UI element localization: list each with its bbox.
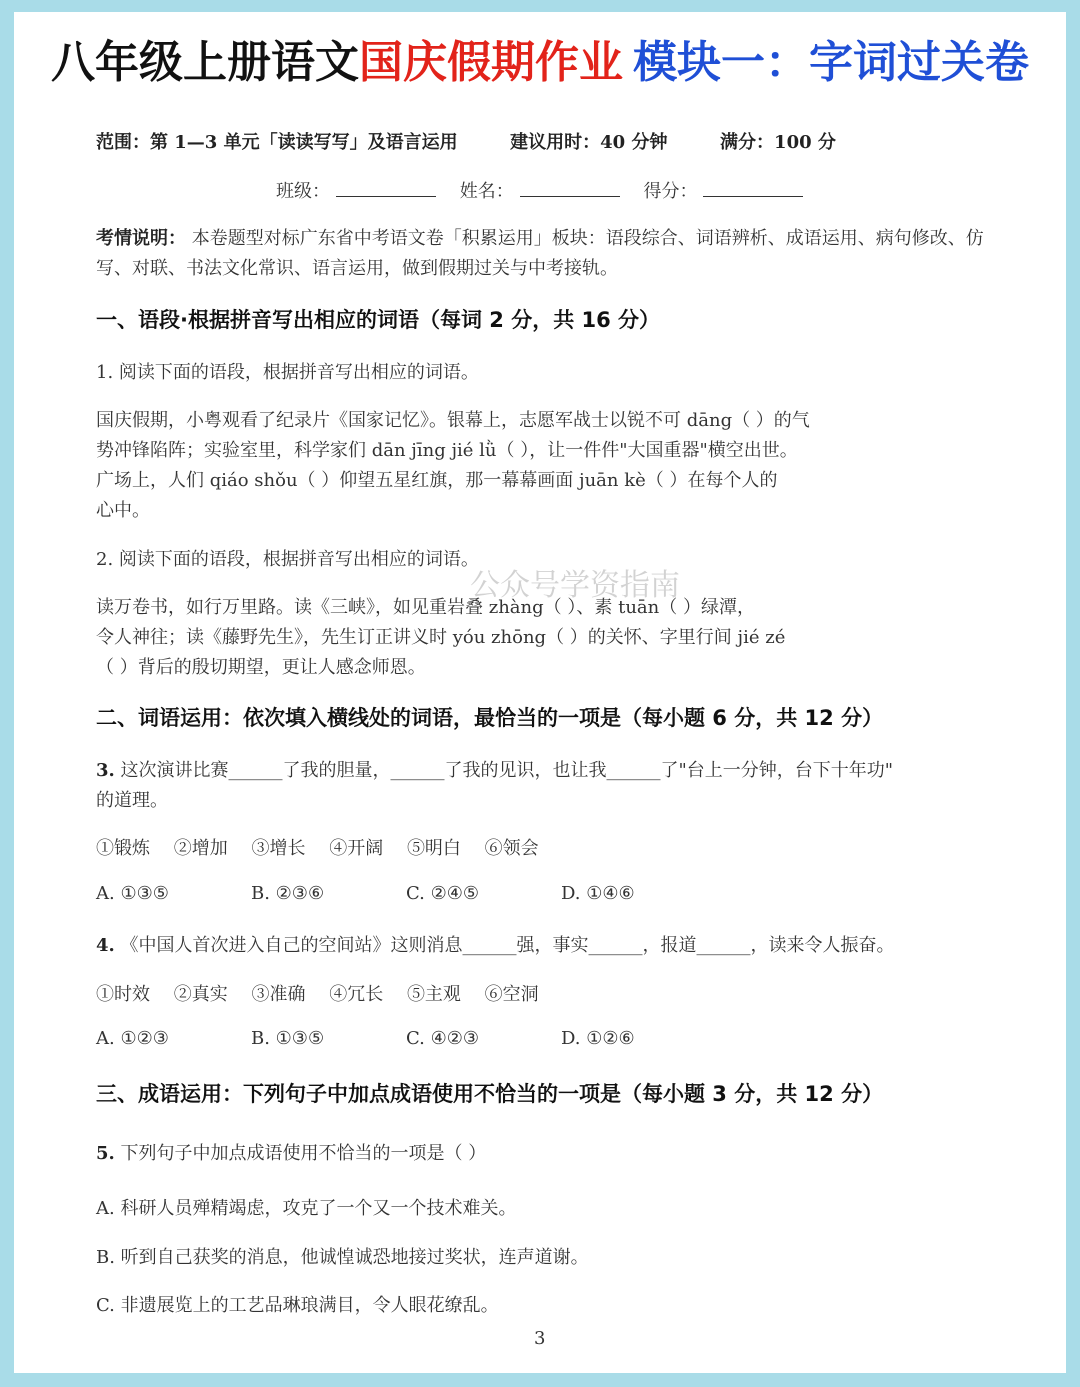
q1-line: 势冲锋陷阵；实验室里，科学家们 dān jīng jié lǜ（ ），让一件件"大国重器"横空出世。 — [96, 440, 798, 461]
q2-line: 令人神往；读《藤野先生》，先生订正讲义时 yóu zhōng（ ）的关怀、字里行间 jié zé — [96, 627, 786, 648]
q4-number: 4. — [96, 935, 115, 956]
q3-option-b[interactable]: B. ②③⑥ — [251, 883, 325, 904]
q4-word-list — [96, 980, 557, 1006]
q4-word: ①时效 — [96, 984, 150, 1005]
title-part-module: 模块一：字词过关卷 — [633, 37, 1029, 88]
q4-word: ⑥空洞 — [484, 984, 539, 1005]
name-label: 姓名： — [459, 181, 514, 202]
q5-number: 5. — [96, 1143, 115, 1164]
q5-option-b[interactable]: B. 听到自己获奖的消息，他诚惶诚恐地接过奖状，连声道谢。 — [96, 1247, 589, 1268]
q3-word: ⑤明白 — [406, 838, 461, 859]
q4-word: ③准确 — [251, 984, 306, 1005]
q3-options — [96, 883, 716, 904]
exam-time: 建议用时：40 分钟 — [510, 132, 668, 153]
q3-word: ⑥领会 — [484, 838, 539, 859]
q2-line: 读万卷书，如行万里路。读《三峡》，如见重岩叠 zhàng（ ）、素 tuān（ ）绿潭， — [96, 597, 755, 618]
q3-option-c[interactable]: C. ②④⑤ — [406, 883, 479, 904]
class-field[interactable] — [336, 178, 436, 197]
class-label: 班级： — [276, 181, 330, 202]
exam-meta — [96, 128, 836, 154]
q2-prompt: 2. 阅读下面的语段，根据拼音写出相应的词语。 — [96, 549, 479, 570]
q5-prompt — [96, 1139, 486, 1165]
q1-line: 广场上，人们 qiáo shǒu（ ）仰望五星红旗，那一幕幕画面 juān kè（ ）在每个人的 — [96, 470, 778, 491]
section2-heading: 二、词语运用：依次填入横线处的词语，最恰当的一项是（每小题 6 分，共 12 分） — [96, 706, 884, 730]
q3-text: 这次演讲比赛______了我的胆量，______了我的见识，也让我______了"台上一分钟，台下十年功" — [120, 760, 894, 781]
q3-option-a[interactable]: A. ①③⑤ — [96, 883, 169, 904]
note-text: 本卷题型对标广东省中考语文卷「积累运用」板块：语段综合、词语辨析、成语运用、病句修改、仿写、对联、书法文化常识、语言运用，做到假期过关与中考接轨。 — [96, 228, 984, 279]
q3-text-line1 — [96, 756, 893, 782]
exam-note — [96, 224, 986, 284]
q5-text: 下列句子中加点成语使用不恰当的一项是（ ） — [120, 1143, 487, 1164]
note-label: 考情说明： — [96, 228, 186, 249]
q4-text — [96, 931, 895, 957]
title-part-grade: 八年级上册语文 — [51, 37, 359, 88]
q4-option-b[interactable]: B. ①③⑤ — [251, 1028, 325, 1049]
exam-score: 满分：100 分 — [720, 132, 836, 153]
q1-prompt: 1. 阅读下面的语段，根据拼音写出相应的词语。 — [96, 362, 479, 383]
student-fields — [276, 177, 821, 203]
q3-word: ②增加 — [173, 838, 228, 859]
score-field[interactable] — [703, 178, 803, 197]
q2-line: （ ）背后的殷切期望，更让人感念师恩。 — [96, 657, 426, 678]
q4-word: ②真实 — [173, 984, 228, 1005]
q3-number: 3. — [96, 760, 115, 781]
q3-word: ①锻炼 — [96, 838, 150, 859]
page-title — [14, 12, 1066, 104]
q4-word: ④冗长 — [329, 984, 384, 1005]
score-label: 得分： — [643, 181, 698, 202]
q4-sentence: 《中国人首次进入自己的空间站》这则消息______强，事实______，报道______，读来令人振奋。 — [120, 935, 895, 956]
section1-heading: 一、语段·根据拼音写出相应的词语（每词 2 分，共 16 分） — [96, 308, 661, 332]
section3-heading: 三、成语运用：下列句子中加点成语使用不恰当的一项是（每小题 3 分，共 12 分） — [96, 1082, 884, 1106]
page-number: 3 — [534, 1328, 546, 1349]
q3-word: ④开阔 — [329, 838, 384, 859]
q4-option-a[interactable]: A. ①②③ — [96, 1028, 169, 1049]
q3-option-d[interactable]: D. ①④⑥ — [561, 883, 635, 904]
watermark-text: 公众号学资指南 — [470, 568, 680, 603]
title-part-holiday: 国庆假期作业 — [359, 37, 623, 88]
q4-option-d[interactable]: D. ①②⑥ — [561, 1028, 635, 1049]
q1-line: 心中。 — [96, 500, 150, 521]
q4-option-c[interactable]: C. ④②③ — [406, 1028, 479, 1049]
q5-option-c[interactable]: C. 非遗展览上的工艺品琳琅满目，令人眼花缭乱。 — [96, 1295, 499, 1316]
q1-line: 国庆假期，小粤观看了纪录片《国家记忆》。银幕上，志愿军战士以锐不可 dāng（ ）的气 — [96, 410, 810, 431]
q3-text-line2: 的道理。 — [96, 790, 168, 811]
name-field[interactable] — [520, 178, 620, 197]
q3-word-list — [96, 834, 557, 860]
q5-option-a[interactable]: A. 科研人员殚精竭虑，攻克了一个又一个技术难关。 — [96, 1198, 517, 1219]
q4-word: ⑤主观 — [406, 984, 461, 1005]
q4-options — [96, 1028, 716, 1049]
exam-scope: 范围：第 1—3 单元「读读写写」及语言运用 — [96, 132, 458, 153]
q3-word: ③增长 — [251, 838, 306, 859]
